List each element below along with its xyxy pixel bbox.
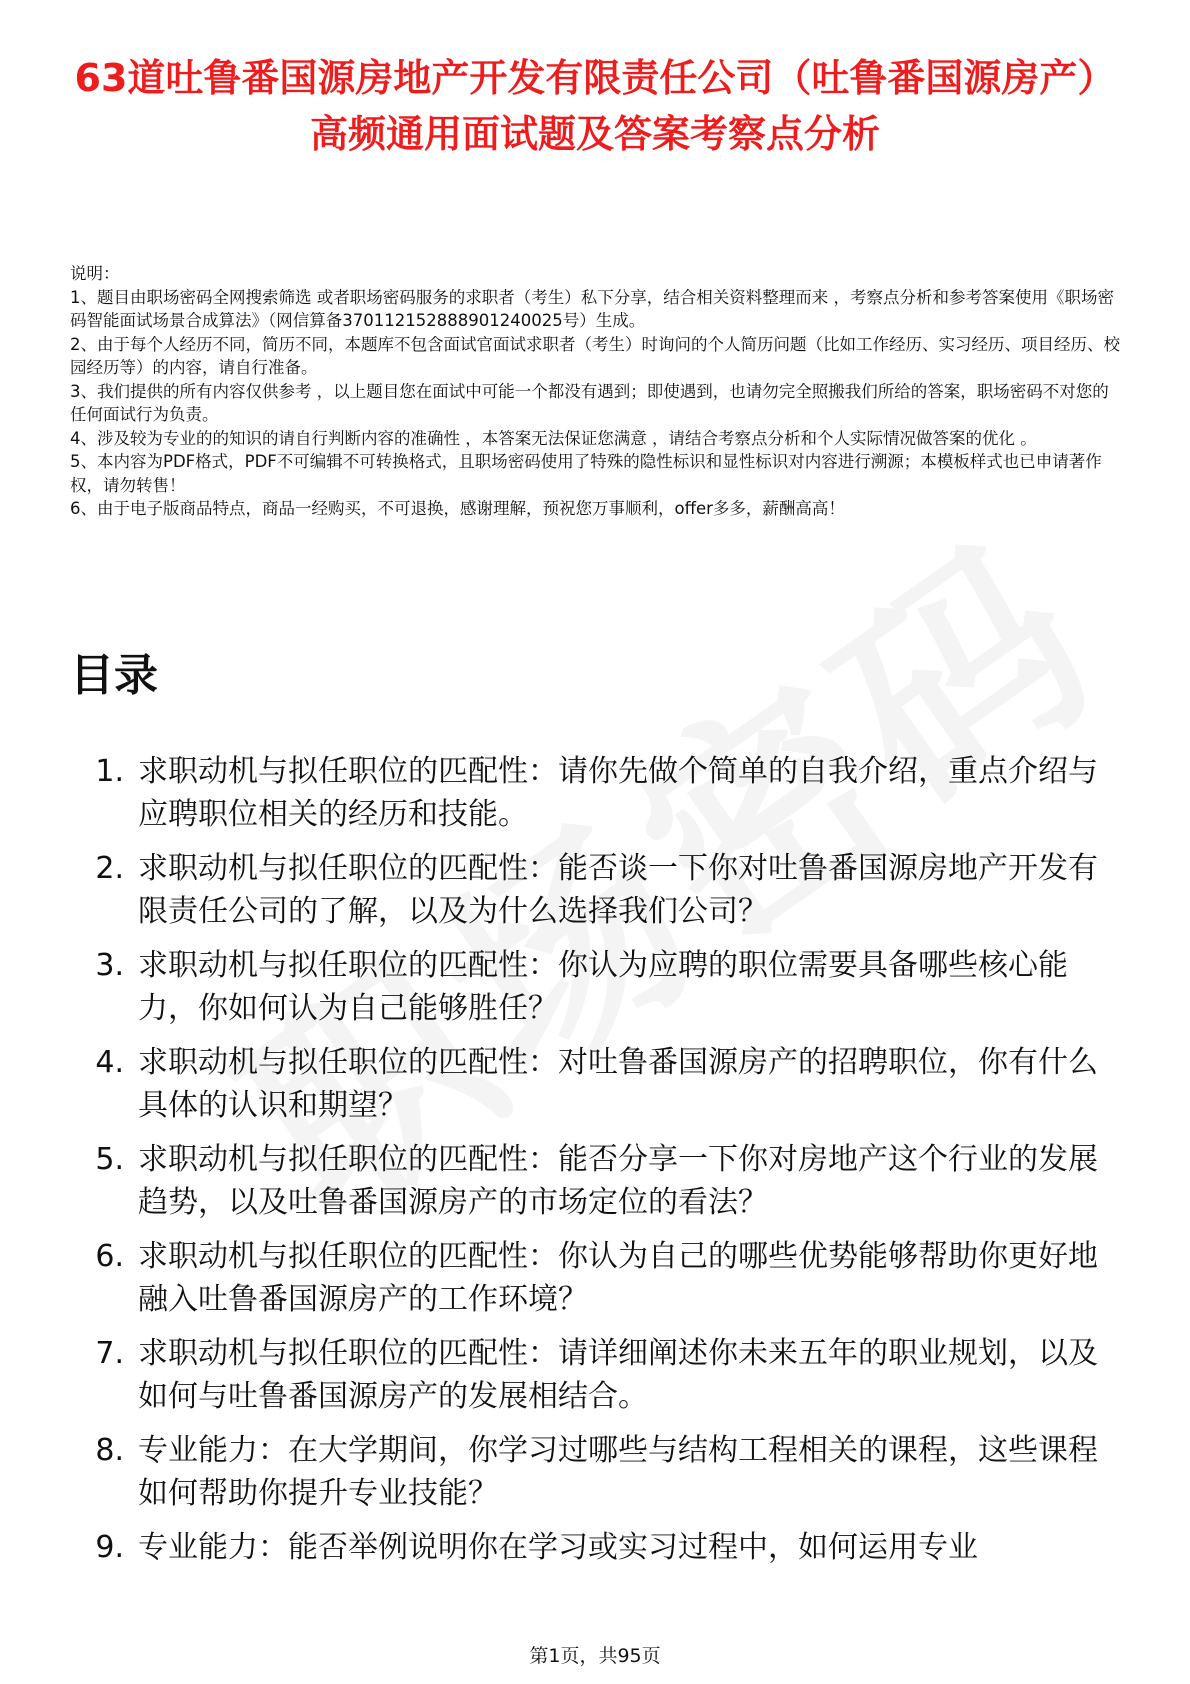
toc-item[interactable]	[70, 1138, 1120, 1224]
notes-heading: 说明：	[70, 264, 120, 283]
toc-item-number: 4.	[95, 1045, 124, 1080]
toc-item-number: 5.	[95, 1142, 124, 1177]
toc-item[interactable]	[70, 1429, 1120, 1515]
toc-item[interactable]	[70, 1526, 1120, 1569]
toc-list	[70, 750, 1120, 1580]
notes-section	[70, 262, 1120, 521]
page-footer: 第1页，共95页	[529, 1645, 661, 1667]
toc-item-text: 求职动机与拟任职位的匹配性：请你先做个简单的自我介绍，重点介绍与应聘职位相关的经历和技能。	[138, 754, 1098, 832]
note-item-5: 5、本内容为PDF格式，PDF不可编辑不可转换格式，且职场密码使用了特殊的隐性标识和显性标识对内容进行溯源；本模板样式也已申请著作权，请勿转售！	[70, 452, 1102, 495]
toc-item-text: 求职动机与拟任职位的匹配性：你认为自己的哪些优势能够帮助你更好地融入吐鲁番国源房产的工作环境？	[138, 1239, 1098, 1317]
toc-item-number: 8.	[95, 1433, 124, 1468]
toc-item-number: 9.	[95, 1530, 124, 1565]
note-item-3: 3、我们提供的所有内容仅供参考 ，以上题目您在面试中可能一个都没有遇到；即使遇到，也请勿完全照搬我们所给的答案，职场密码不对您的任何面试行为负责。	[70, 381, 1109, 424]
toc-item-number: 2.	[95, 851, 124, 886]
toc-item[interactable]	[70, 750, 1120, 836]
toc-item-text: 求职动机与拟任职位的匹配性：能否分享一下你对房地产这个行业的发展趋势，以及吐鲁番国源房产的市场定位的看法？	[138, 1142, 1098, 1220]
document-title: 63道吐鲁番国源房地产开发有限责任公司（吐鲁番国源房产）高频通用面试题及答案考察点分析	[74, 56, 1116, 156]
toc-item-text: 求职动机与拟任职位的匹配性：对吐鲁番国源房产的招聘职位，你有什么具体的认识和期望？	[138, 1045, 1098, 1123]
note-item-6: 6、由于电子版商品特点，商品一经购买，不可退换，感谢理解，预祝您万事顺利，offer多多，薪酬高高！	[70, 499, 845, 518]
toc-item[interactable]	[70, 1041, 1120, 1127]
toc-item-number: 7.	[95, 1336, 124, 1371]
note-item-4: 4、涉及较为专业的的知识的请自行判断内容的准确性 ，本答案无法保证您满意 ，请结合考察点分析和个人实际情况做答案的优化 。	[70, 428, 1037, 448]
toc-item-text: 求职动机与拟任职位的匹配性：能否谈一下你对吐鲁番国源房地产开发有限责任公司的了解，以及为什么选择我们公司？	[138, 851, 1098, 929]
note-item-1: 1、题目由职场密码全网搜索筛选 或者职场密码服务的求职者（考生）私下分享，结合相关资料整理而来 ，考察点分析和参考答案使用《职场密码智能面试场景合成算法》（网信算备370112152888901240025号）生成。	[70, 287, 1114, 330]
toc-item[interactable]	[70, 944, 1120, 1030]
toc-item-number: 1.	[95, 754, 124, 789]
toc-item[interactable]	[70, 847, 1120, 933]
toc-item-text: 求职动机与拟任职位的匹配性：请详细阐述你未来五年的职业规划，以及如何与吐鲁番国源房产的发展相结合。	[138, 1336, 1098, 1414]
toc-item[interactable]	[70, 1235, 1120, 1321]
toc-item-text: 求职动机与拟任职位的匹配性：你认为应聘的职位需要具备哪些核心能力，你如何认为自己能够胜任？	[138, 948, 1068, 1026]
note-item-2: 2、由于每个人经历不同，简历不同，本题库不包含面试官面试求职者（考生）时询问的个人简历问题（比如工作经历、实习经历、项目经历、校园经历等）的内容，请自行准备。	[70, 334, 1120, 377]
toc-item-number: 3.	[95, 948, 124, 983]
toc-item[interactable]	[70, 1332, 1120, 1418]
toc-item-number: 6.	[95, 1239, 124, 1274]
toc-item-text: 专业能力：能否举例说明你在学习或实习过程中，如何运用专业	[138, 1530, 978, 1565]
toc-item-text: 专业能力：在大学期间，你学习过哪些与结构工程相关的课程，这些课程如何帮助你提升专业技能？	[138, 1433, 1098, 1511]
toc-heading: 目录	[70, 650, 158, 701]
